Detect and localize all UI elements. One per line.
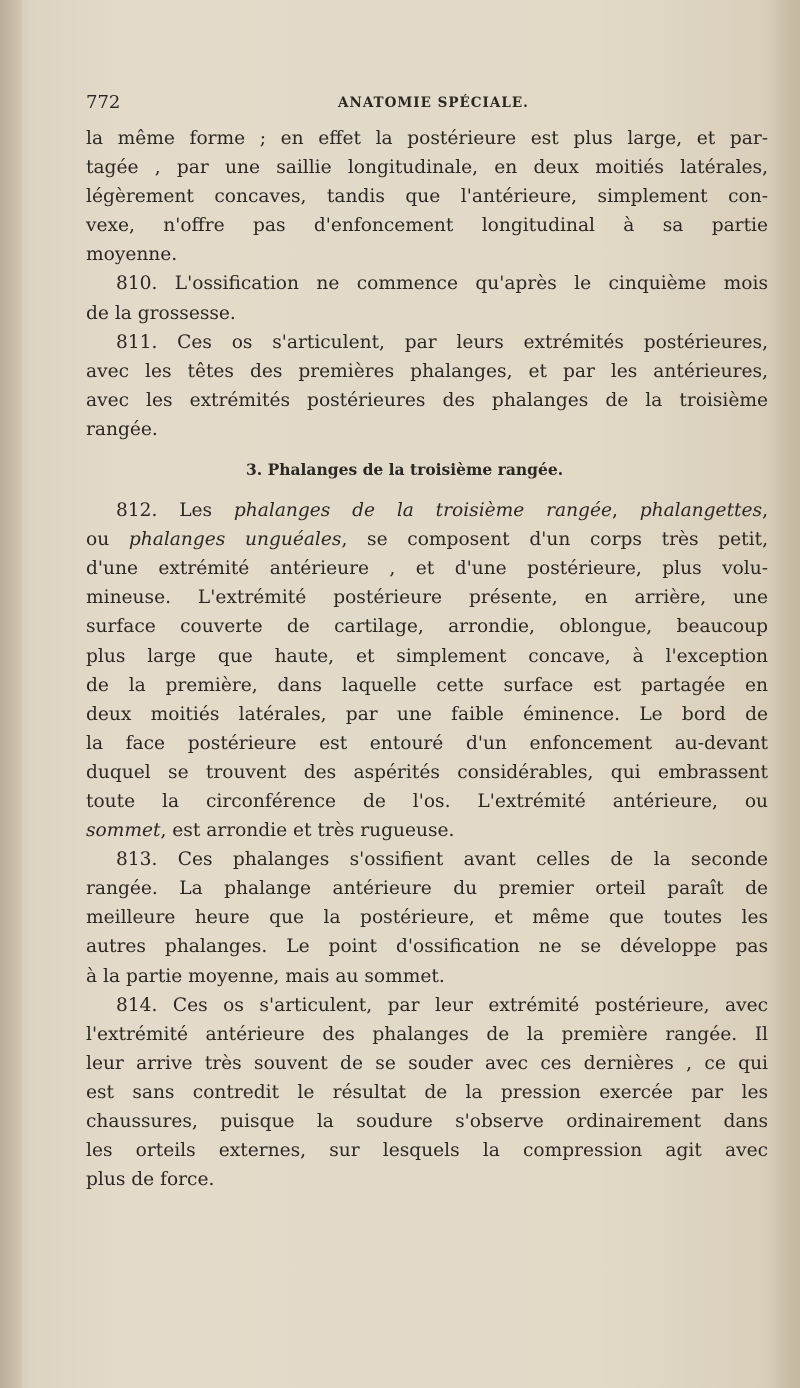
text-line: vexe, n'offre pas d'enfoncement longitudinal à sa partie bbox=[86, 215, 768, 237]
text-run: , se composent d'un corps très petit, bbox=[341, 529, 768, 551]
text-line: 811. Ces os s'articulent, par leurs extrémités postérieures, bbox=[116, 331, 768, 353]
text-line: chaussures, puisque la soudure s'observe ordinairement dans bbox=[86, 1111, 768, 1132]
text-line: 814. Ces os s'articulent, par leur extrémité postérieure, avec bbox=[116, 994, 768, 1016]
text-line: toute la circonférence de l'os. L'extrémité antérieure, ou bbox=[86, 790, 768, 812]
text-line: légèrement concaves, tandis que l'antérieure, simplement con- bbox=[86, 186, 768, 208]
text-line: d'une extrémité antérieure , et d'une postérieure, plus volu- bbox=[86, 558, 768, 580]
text-run: , bbox=[611, 500, 640, 522]
text-run: ou bbox=[86, 529, 129, 551]
text-line: duquel se trouvent des aspérités considérables, qui embrassent bbox=[86, 761, 768, 783]
paragraph-812 bbox=[86, 496, 768, 845]
text-line: autres phalanges. Le point d'ossification ne se développe pas bbox=[86, 936, 768, 958]
text-line: à la partie moyenne, mais au sommet. bbox=[86, 965, 445, 987]
section-subheading: 3. Phalanges de la troisième rangée. bbox=[246, 460, 564, 480]
paragraph-811 bbox=[86, 328, 768, 444]
text-line: rangée. La phalange antérieure du premier orteil paraît de bbox=[86, 878, 768, 900]
page-gutter bbox=[0, 0, 22, 1388]
text-line: la même forme ; en effet la postérieure est plus large, et par- bbox=[86, 128, 768, 149]
text-line: mineuse. L'extrémité postérieure présente, en arrière, une bbox=[86, 587, 768, 609]
paragraph-810 bbox=[86, 269, 768, 327]
text-line: moyenne. bbox=[86, 244, 178, 266]
text-line: rangée. bbox=[86, 418, 158, 440]
text-line: de la première, dans laquelle cette surface est partagée en bbox=[86, 674, 768, 696]
text-line: 813. Ces phalanges s'ossifient avant celles de la seconde bbox=[116, 849, 768, 871]
text-line: de la grossesse. bbox=[86, 302, 236, 324]
body-text bbox=[86, 124, 768, 1194]
text-line: est sans contredit le résultat de la pression exercée par les bbox=[86, 1081, 768, 1103]
text-line: la face postérieure est entouré d'un enfoncement au-devant bbox=[86, 732, 768, 754]
paragraph-813 bbox=[86, 845, 768, 990]
text-line: plus de force. bbox=[86, 1169, 215, 1191]
italic-term: phalanges de la troisième rangée bbox=[233, 500, 612, 522]
text-line: leur arrive très souvent de se souder avec ces dernières , ce qui bbox=[86, 1052, 768, 1074]
text-line: plus large que haute, et simplement concave, à l'exception bbox=[86, 645, 768, 667]
paragraph-intro bbox=[86, 124, 768, 269]
page-number: 772 bbox=[86, 92, 121, 113]
running-title: ANATOMIE SPÉCIALE. bbox=[338, 95, 529, 111]
page-edge-shadow bbox=[772, 0, 800, 1388]
italic-term: sommet bbox=[86, 820, 161, 842]
page-header bbox=[86, 92, 758, 120]
text-run: , est arrondie et très rugueuse. bbox=[160, 820, 455, 842]
text-run: , bbox=[762, 500, 768, 522]
text-line: avec les têtes des premières phalanges, et par les antérieures, bbox=[86, 360, 768, 382]
text-line: deux moitiés latérales, par une faible éminence. Le bord de bbox=[86, 703, 768, 725]
text-line: les orteils externes, sur lesquels la compression agit avec bbox=[86, 1140, 768, 1162]
text-line: surface couverte de cartilage, arrondie, oblongue, beaucoup bbox=[86, 616, 768, 638]
text-line bbox=[86, 525, 768, 554]
text-line: tagée , par une saillie longitudinale, en deux moitiés latérales, bbox=[86, 157, 768, 179]
text-line: 810. L'ossification ne commence qu'après le cinquième mois bbox=[116, 273, 768, 295]
text-line bbox=[86, 816, 768, 845]
text-run: 812. Les bbox=[116, 500, 234, 522]
text-line: l'extrémité antérieure des phalanges de la première rangée. Il bbox=[86, 1023, 768, 1045]
text-line: meilleure heure que la postérieure, et même que toutes les bbox=[86, 907, 768, 929]
italic-term: phalanges unguéales bbox=[128, 529, 342, 551]
italic-term: phalangettes bbox=[639, 500, 763, 522]
text-line bbox=[86, 496, 768, 525]
paragraph-814 bbox=[86, 991, 768, 1195]
text-line: avec les extrémités postérieures des phalanges de la troisième bbox=[86, 389, 768, 411]
